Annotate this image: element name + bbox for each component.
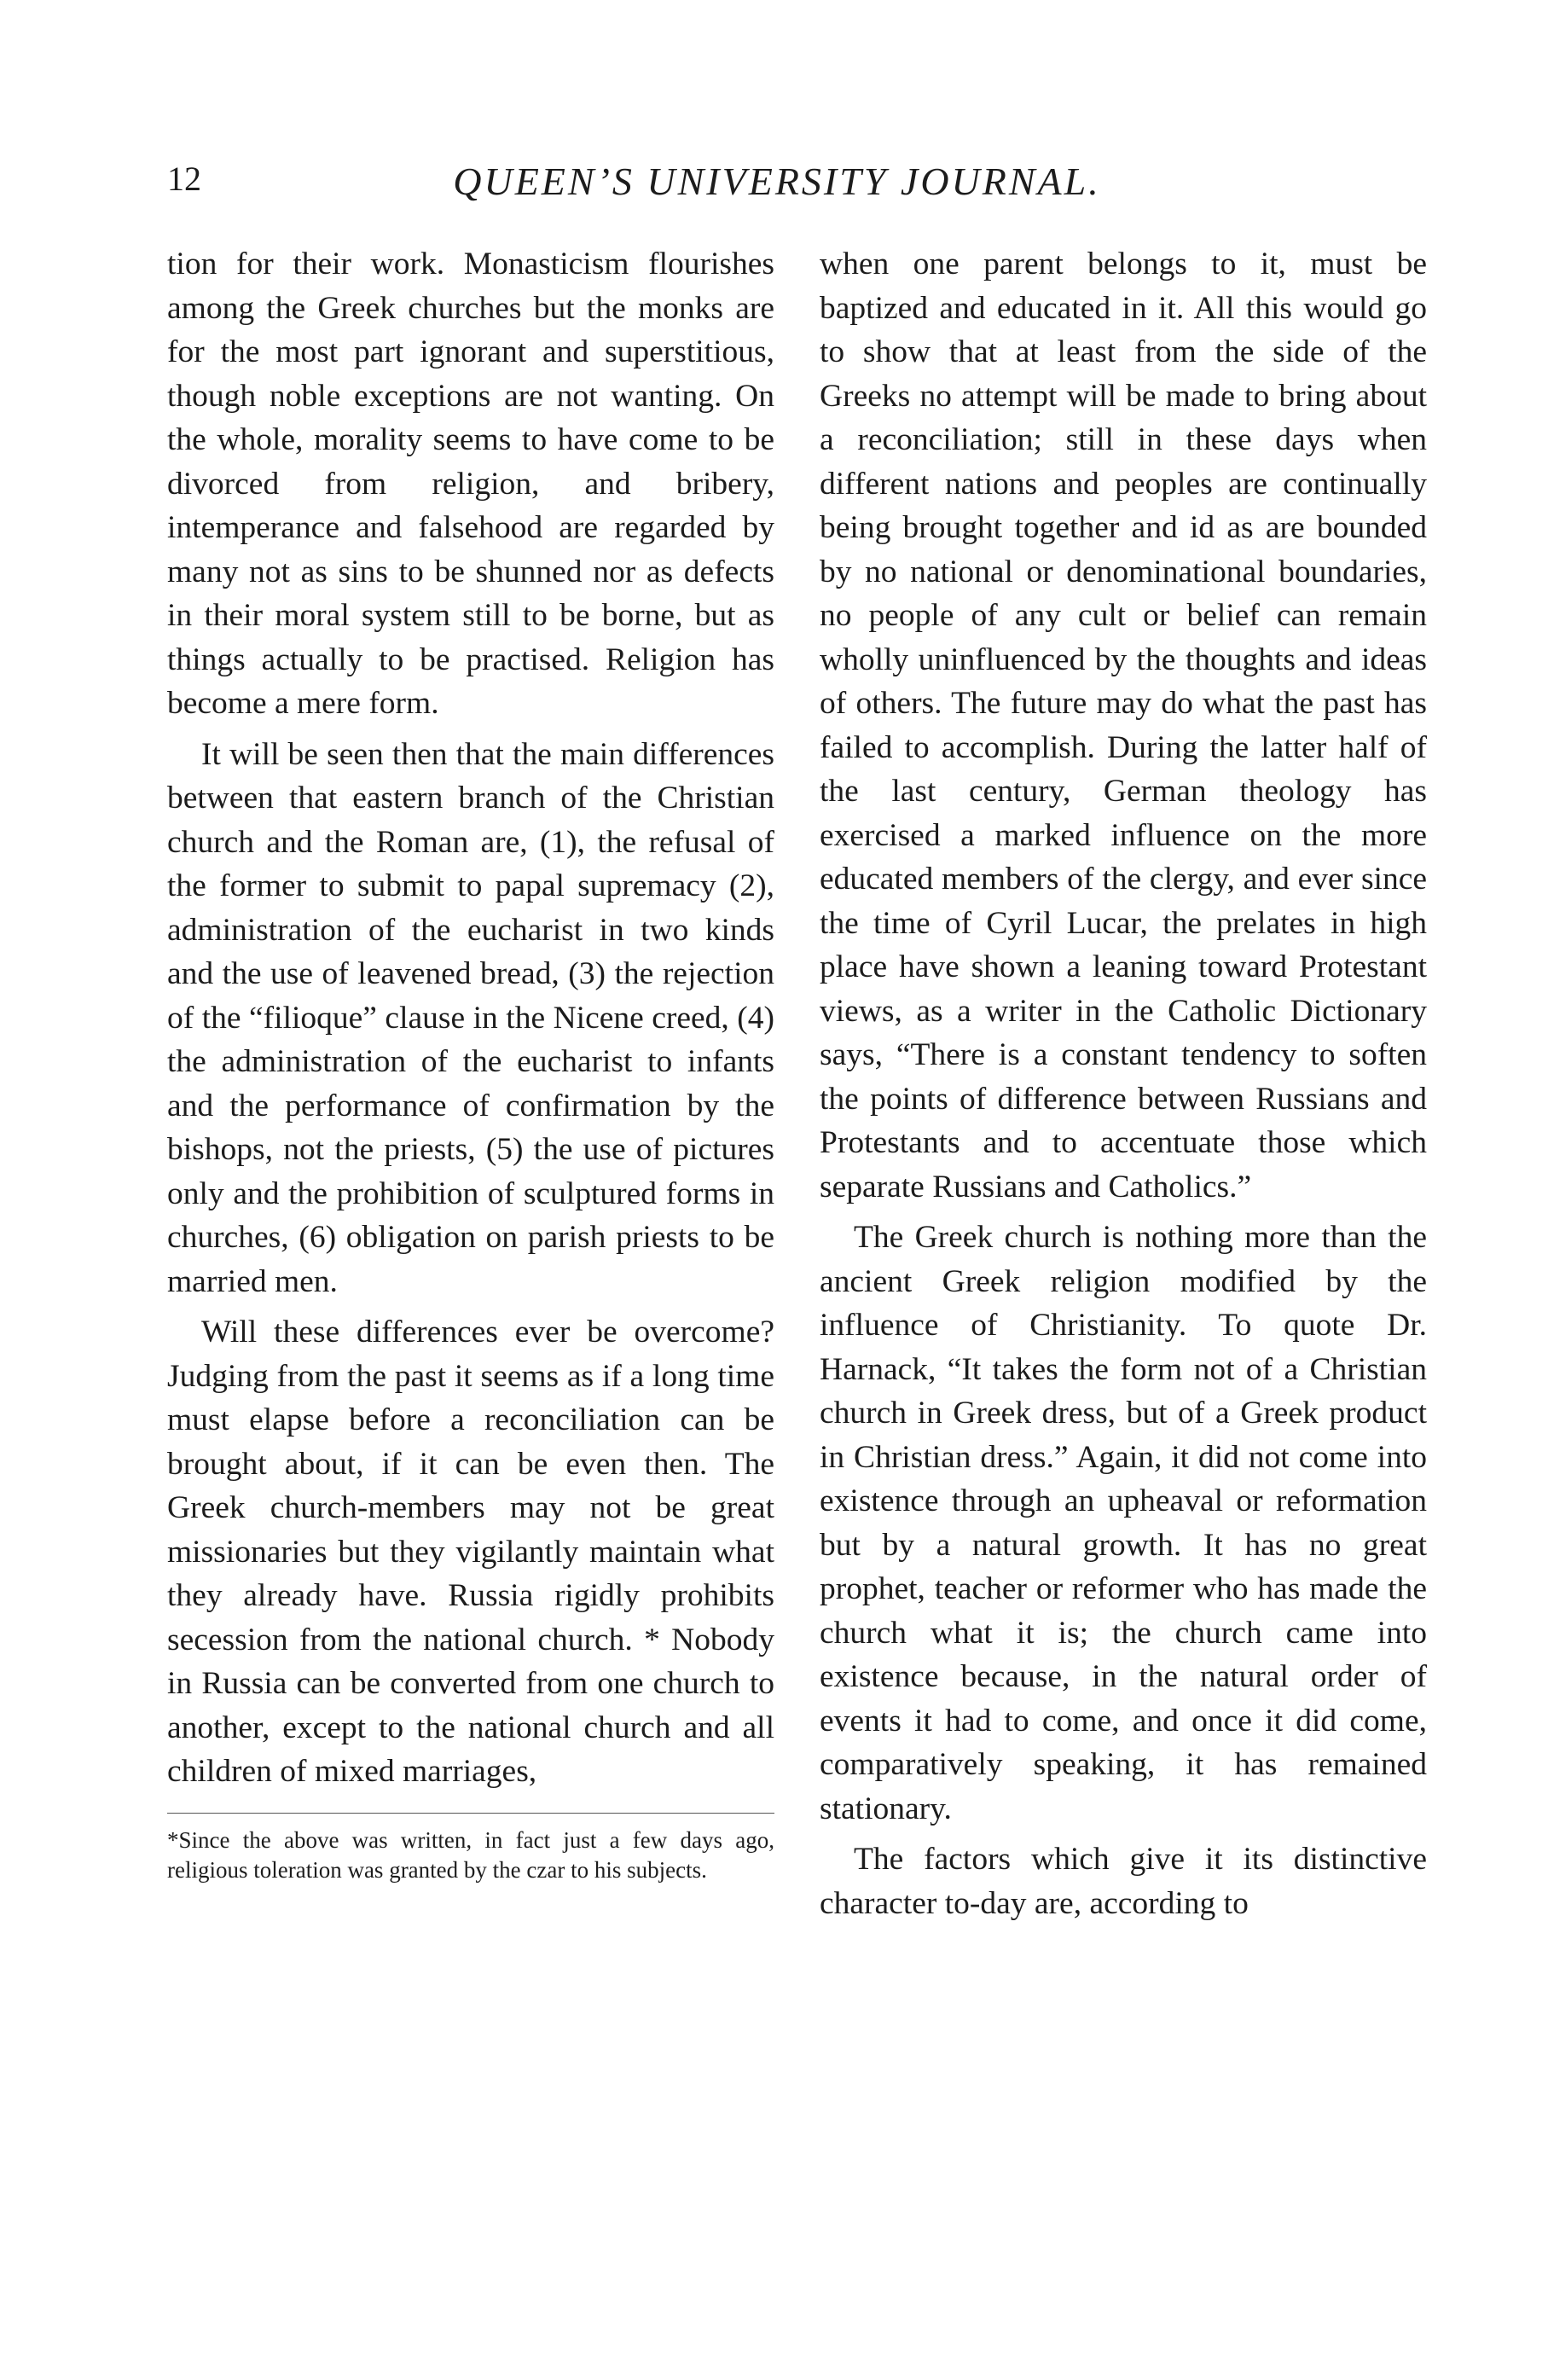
- paragraph-parent-baptism: when one parent belongs to it, must be baptized and educated in it. All this would go to show that at least from the side of the Greeks no attempt will be made to bring about a reconciliation; still in these days when different nations and peoples are continually being brought together and id as are bounded by no national or denominational boundaries, no people of any cult or belief can remain wholly uninfluenced by the thoughts and ideas of others. The future may do what the past has failed to accomplish. During the latter half of the last century, German theology has exercised a marked influence on the more educated members of the clergy, and ever since the time of Cyril Lucar, the prelates in high place have shown a leaning toward Protestant views, as a writer in the Catholic Dictionary says, “There is a constant tendency to soften the points of difference between Russians and Protestants and to accentuate those which separate Russians and Catholics.”: [820, 247, 1427, 1205]
- right-column: [820, 242, 1427, 1925]
- page-number: 12: [167, 160, 201, 198]
- paragraph-factors: The factors which give it its distinctive character to-day are, according to: [820, 1842, 1427, 1921]
- page-header: [167, 159, 1387, 210]
- footnote-divider: [167, 1813, 774, 1814]
- paragraph-differences: It will be seen then that the main differences between that eastern branch of the Christian church and the Roman are, (1), the refusal of the former to submit to papal supremacy (2), administration of the eucharist in two kinds and the use of leavened bread, (3) the rejection of the “filioque” clause in the Nicene creed, (4) the administration of the eucharist to infants and the performance of confirmation by the bishops, not the priests, (5) the use of pictures only and the prohibition of sculptured forms in churches, (6) obligation on parish priests to be married men.: [167, 736, 774, 1299]
- paragraph-reconciliation: Will these differences ever be overcome? Judging from the past it seems as if a long time must elapse before a reconciliation can be brought about, if it can be even then. The Greek church-members may not be great missionaries but they vigilantly maintain what they already have. Russia rigidly prohibits secession from the national church. * Nobody in Russia can be converted from one church to another, except to the national church and all children of mixed marriages,: [167, 1315, 774, 1789]
- footnote: *Since the above was written, in fact just a few days ago, religious toleration was granted by the czar to his subjects.: [167, 1826, 774, 1883]
- journal-title: QUEEN’S UNIVERSITY JOURNAL.: [453, 160, 1101, 203]
- paragraph-monasticism: tion for their work. Monasticism flourishes among the Greek churches but the monks are for the most part ignorant and superstitious, though noble exceptions are not wanting. On the whole, morality seems to have come to be divorced from religion, and bribery, intemperance and falsehood are regarded by many not as sins to be shunned nor as defects in their moral system still to be borne, but as things actually to be practised. Religion has become a mere form.: [167, 247, 774, 721]
- paragraph-greek-religion: The Greek church is nothing more than the ancient Greek religion modified by the influence of Christianity. To quote Dr. Harnack, “It takes the form not of a Christian church in Greek dress, but of a Greek product in Christian dress.” Again, it did not come into existence through an upheaval or reformation but by a natural growth. It has no great prophet, teacher or reformer who has made the church what it is; the church came into existence because, in the natural order of events it had to come, and once it did come, comparatively speaking, it has remained stationary.: [820, 1220, 1427, 1826]
- left-column: [167, 242, 774, 1892]
